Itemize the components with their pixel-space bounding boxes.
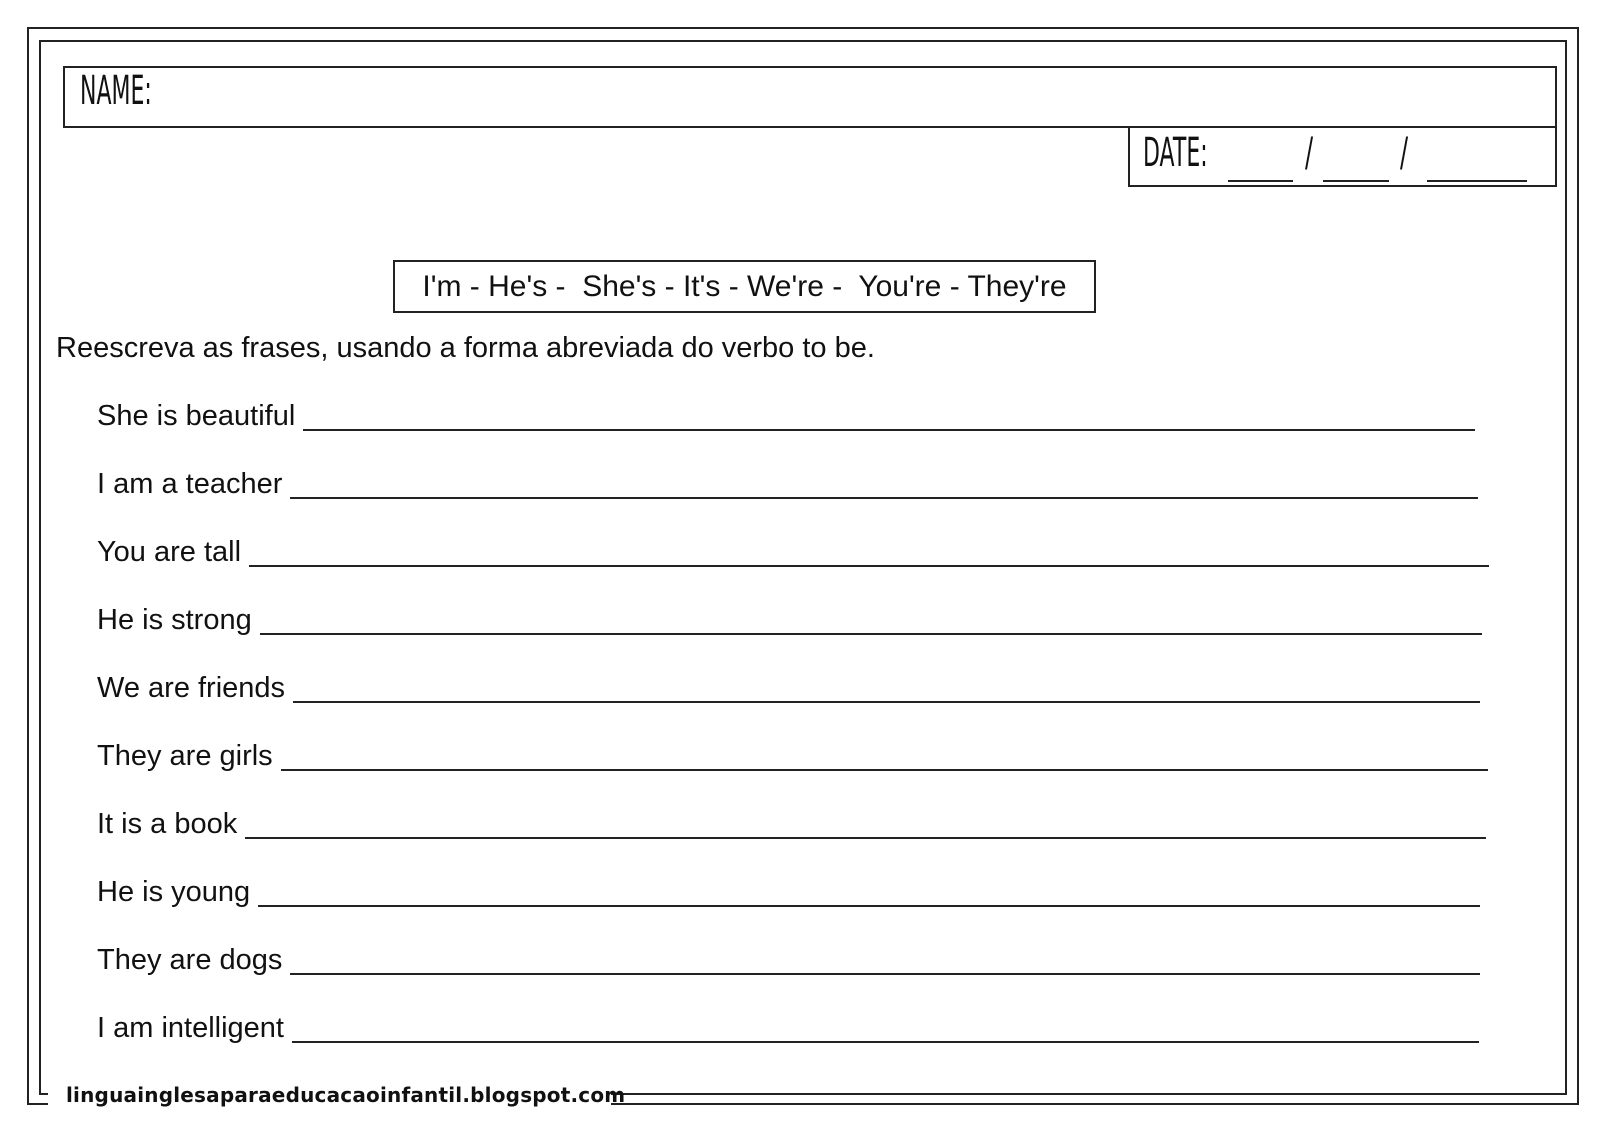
answer-line[interactable] <box>249 565 1489 567</box>
exercise-prompt: We are friends <box>97 672 286 704</box>
exercise-item <box>97 801 1486 841</box>
exercise-prompt: They are girls <box>97 740 273 772</box>
exercise-item <box>97 1005 1479 1045</box>
exercise-prompt: I am a teacher <box>97 468 283 500</box>
answer-line[interactable] <box>260 633 1482 635</box>
footer-url: linguainglesaparaeducacaoinfantil.blogspot.com <box>66 1083 626 1107</box>
answer-line[interactable] <box>292 1041 1479 1043</box>
exercise-item <box>97 461 1478 501</box>
answer-line[interactable] <box>245 837 1486 839</box>
exercise-item <box>97 529 1489 569</box>
answer-line[interactable] <box>303 429 1475 431</box>
exercise-item <box>97 869 1480 909</box>
exercise-prompt: You are tall <box>97 536 242 568</box>
exercise-item <box>97 937 1480 977</box>
exercise-prompt: He is young <box>97 876 251 908</box>
date-day-blank[interactable] <box>1228 180 1293 182</box>
name-label: NAME: <box>80 68 152 114</box>
exercise-item <box>97 665 1480 705</box>
date-month-blank[interactable] <box>1323 180 1389 182</box>
answer-line[interactable] <box>258 905 1480 907</box>
exercise-prompt: She is beautiful <box>97 400 296 432</box>
instruction-text: Reescreva as frases, usando a forma abreviada do verbo to be. <box>56 332 875 364</box>
answer-line[interactable] <box>293 701 1480 703</box>
answer-line[interactable] <box>290 497 1478 499</box>
date-slash-1: / <box>1305 130 1314 176</box>
exercise-prompt: He is strong <box>97 604 252 636</box>
date-label: DATE: <box>1143 130 1208 176</box>
exercise-prompt: It is a book <box>97 808 238 840</box>
answer-line[interactable] <box>281 769 1488 771</box>
date-year-blank[interactable] <box>1427 180 1527 182</box>
exercise-item <box>97 393 1475 433</box>
exercise-prompt: I am intelligent <box>97 1012 284 1044</box>
exercise-prompt: They are dogs <box>97 944 283 976</box>
word-bank: I'm - He's - She's - It's - We're - You're - They're <box>393 260 1096 313</box>
exercise-item <box>97 733 1488 773</box>
exercise-item <box>97 597 1482 637</box>
answer-line[interactable] <box>290 973 1480 975</box>
date-slash-2: / <box>1400 130 1409 176</box>
name-field[interactable] <box>63 66 1557 128</box>
